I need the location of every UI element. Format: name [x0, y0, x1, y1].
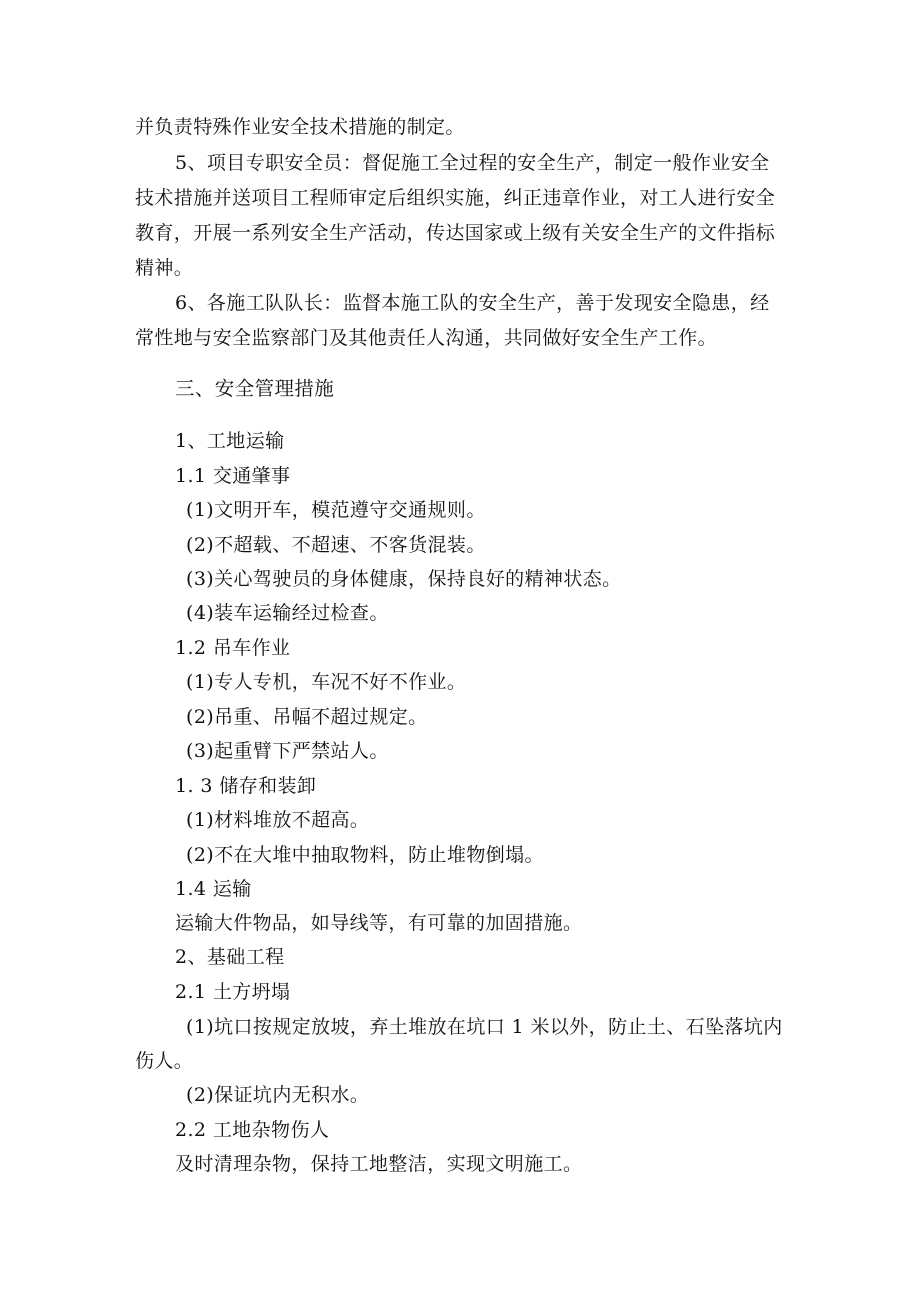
heading-2: 2、基础工程 [175, 946, 285, 968]
list-item: (2)吊重、吊幅不超过规定。 [186, 706, 428, 728]
section-title: 三、安全管理措施 [175, 377, 335, 400]
list-item: (3)关心驾驶员的身体健康，保持良好的精神状态。 [186, 568, 622, 590]
body-text: 运输大件物品，如导线等，有可靠的加固措施。 [175, 912, 583, 934]
body-text: 及时清理杂物，保持工地整洁，实现文明施工。 [175, 1153, 583, 1175]
list-item: (3)起重臂下严禁站人。 [186, 740, 389, 762]
subheading: 1. 3 储存和装卸 [175, 775, 317, 797]
list-item: (2)不在大堆中抽取物料，防止堆物倒塌。 [186, 844, 544, 866]
list-item: (1)材料堆放不超高。 [186, 809, 370, 831]
subheading: 1.2 吊车作业 [175, 637, 291, 659]
subheading: 1.4 运输 [175, 878, 252, 900]
paragraph-line: 6、各施工队队长：监督本施工队的安全生产，善于发现安全隐患，经 [175, 292, 770, 314]
paragraph-line: 常性地与安全监察部门及其他责任人沟通，共同做好安全生产工作。 [135, 327, 718, 349]
paragraph-line: 技术措施并送项目工程师审定后组织实施，纠正违章作业，对工人进行安全 [135, 187, 776, 209]
subheading: 1.1 交通肇事 [175, 465, 291, 487]
heading-1: 1、工地运输 [175, 430, 285, 452]
list-item: (2)不超载、不超速、不客货混装。 [186, 534, 486, 556]
list-item-continuation: 伤人。 [135, 1050, 194, 1072]
list-item: (2)保证坑内无积水。 [186, 1084, 370, 1106]
list-item: (4)装车运输经过检查。 [186, 602, 389, 624]
list-item: (1)坑口按规定放坡，弃土堆放在坑口 1 米以外，防止土、石坠落坑内 [186, 1016, 783, 1038]
list-item: (1)专人专机，车况不好不作业。 [186, 671, 467, 693]
paragraph-line: 并负责特殊作业安全技术措施的制定。 [135, 116, 465, 138]
paragraph-line: 教育，开展一系列安全生产活动，传达国家或上级有关安全生产的文件指标 [135, 222, 776, 244]
subheading: 2.2 工地杂物伤人 [175, 1119, 330, 1141]
paragraph-line: 精神。 [135, 257, 194, 279]
list-item: (1)文明开车，模范遵守交通规则。 [186, 499, 486, 521]
paragraph-line: 5、项目专职安全员：督促施工全过程的安全生产，制定一般作业安全 [175, 152, 770, 174]
subheading: 2.1 土方坍塌 [175, 981, 291, 1003]
